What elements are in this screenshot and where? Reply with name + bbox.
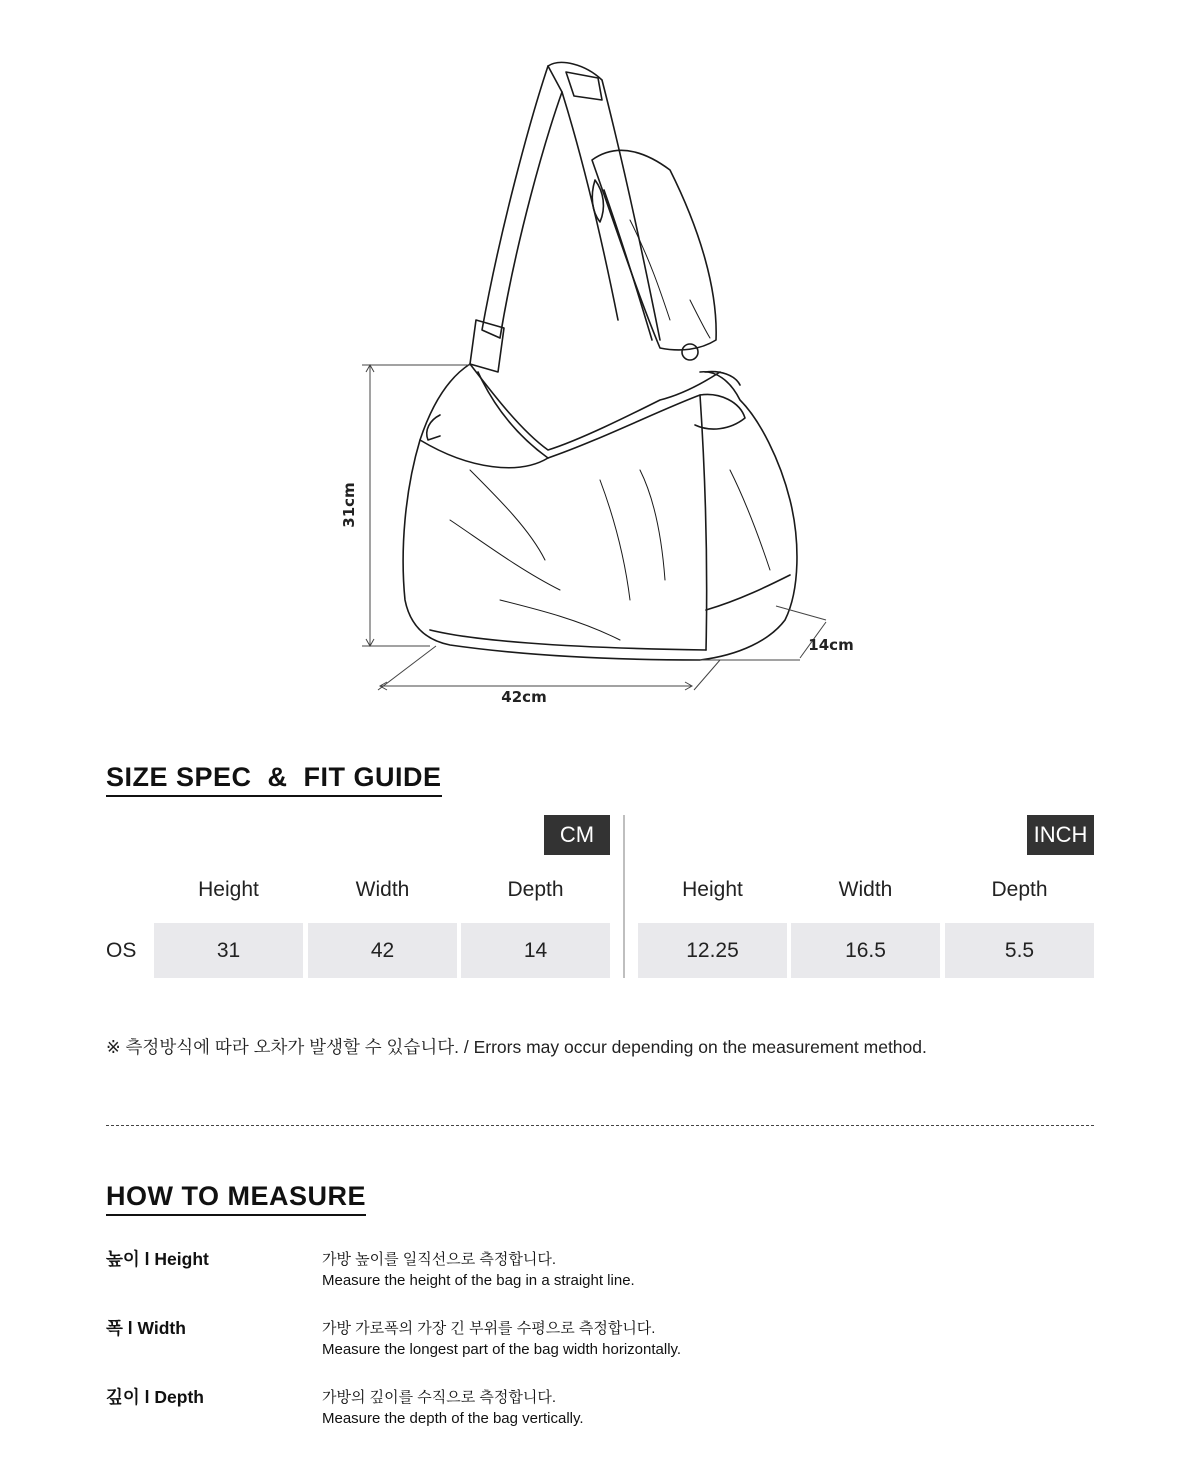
inch-depth-header: Depth bbox=[991, 878, 1048, 901]
section-divider bbox=[106, 1125, 1094, 1126]
measure-width-kr: 가방 가로폭의 가장 긴 부위를 수평으로 측정합니다. bbox=[322, 1320, 656, 1337]
measure-depth-kr: 가방의 깊이를 수직으로 측정합니다. bbox=[322, 1389, 557, 1406]
cm-height-value: 31 bbox=[154, 923, 303, 978]
cm-width-value: 42 bbox=[308, 923, 457, 978]
cm-depth-value: 14 bbox=[461, 923, 610, 978]
cm-height-header: Height bbox=[198, 878, 259, 901]
measure-width-label: 폭 l Width bbox=[106, 1318, 186, 1338]
size-row-label: OS bbox=[106, 938, 137, 962]
measure-depth-label: 깊이 l Depth bbox=[106, 1387, 204, 1407]
measure-depth-en: Measure the depth of the bag vertically. bbox=[322, 1410, 584, 1427]
measure-height-kr: 가방 높이를 일직선으로 측정합니다. bbox=[322, 1251, 557, 1268]
bag-illustration bbox=[330, 40, 890, 720]
measure-height-en: Measure the height of the bag in a straight line. bbox=[322, 1272, 635, 1289]
unit-inch-badge: INCH bbox=[1027, 815, 1094, 855]
inch-height-header: Height bbox=[682, 878, 743, 901]
width-dimension-label: 42cm bbox=[501, 688, 547, 706]
measurement-note: ※ 측정방식에 따라 오차가 발생할 수 있습니다. / Errors may occur depending on the measurement method. bbox=[106, 1037, 927, 1057]
inch-width-value: 16.5 bbox=[791, 923, 940, 978]
measure-height-label: 높이 l Height bbox=[106, 1249, 209, 1269]
size-spec-title: SIZE SPEC & FIT GUIDE bbox=[106, 759, 442, 797]
height-dimension-label: 31cm bbox=[340, 482, 358, 528]
how-to-measure-title: HOW TO MEASURE bbox=[106, 1178, 366, 1216]
inch-depth-value: 5.5 bbox=[945, 923, 1094, 978]
measure-width-en: Measure the longest part of the bag width horizontally. bbox=[322, 1341, 682, 1358]
unit-cm-badge: CM bbox=[544, 815, 610, 855]
cm-width-header: Width bbox=[355, 878, 410, 901]
cm-depth-header: Depth bbox=[507, 878, 564, 901]
depth-dimension-label: 14cm bbox=[808, 636, 854, 654]
inch-height-value: 12.25 bbox=[638, 923, 787, 978]
inch-width-header: Width bbox=[838, 878, 893, 901]
unit-divider bbox=[623, 815, 625, 978]
